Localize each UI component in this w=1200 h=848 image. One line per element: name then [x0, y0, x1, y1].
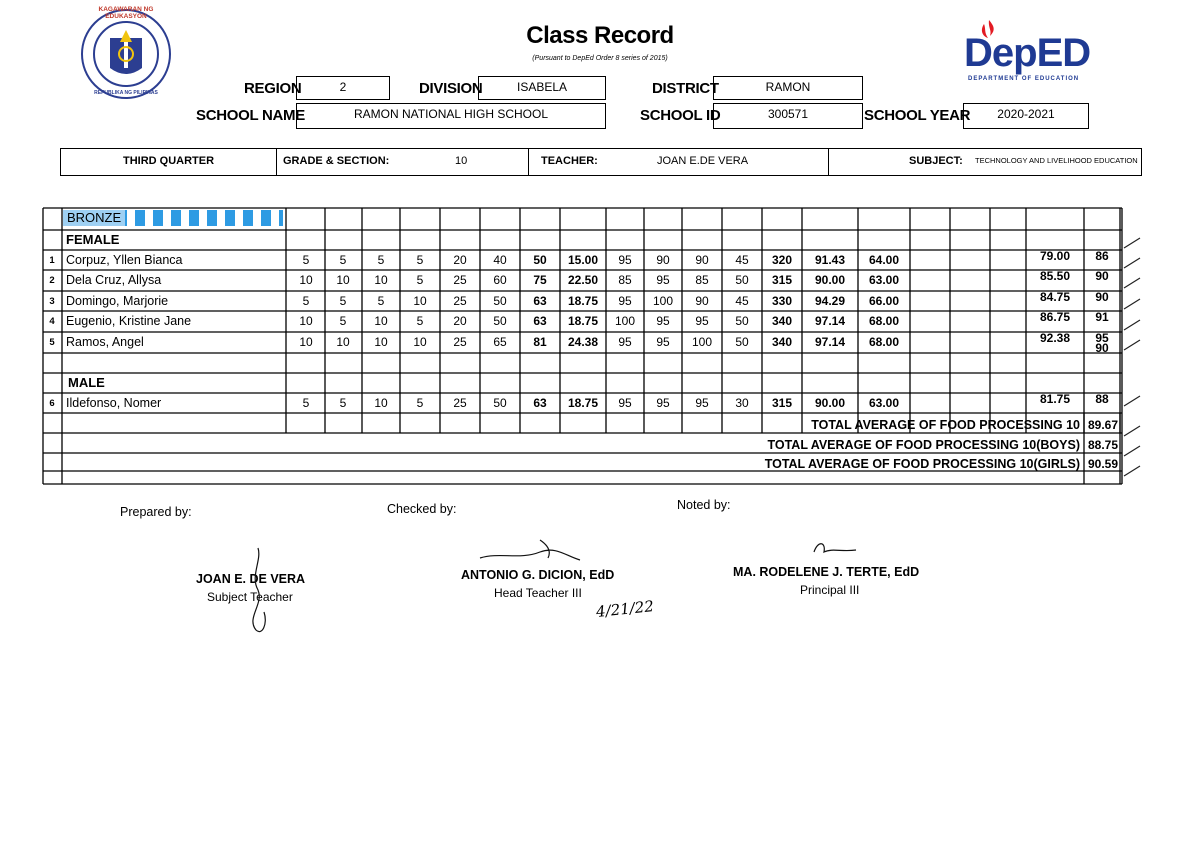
written-work-score: 50	[533, 253, 547, 267]
written-work-score: 10	[299, 273, 313, 287]
written-work-score: 20	[453, 253, 467, 267]
school-name-label: SCHOOL NAME	[196, 107, 305, 124]
region-value: 2	[296, 76, 390, 100]
written-work-score: 5	[416, 396, 424, 410]
performance-score: 95	[656, 396, 670, 410]
deped-wordmark: DepED	[964, 31, 1091, 75]
written-work-score: 24.38	[567, 335, 599, 349]
subject-value: TECHNOLOGY AND LIVELIHOOD EDUCATION	[975, 156, 1138, 165]
page-title: Class Record	[526, 22, 674, 49]
quarterly-grade: 95	[1095, 331, 1109, 345]
prepared-by-label: Prepared by:	[120, 505, 192, 519]
checked-by-role: Head Teacher III	[494, 586, 582, 600]
performance-score: 90.00	[814, 273, 846, 287]
quarter-label: THIRD QUARTER	[122, 155, 215, 167]
district-label: DISTRICT	[652, 80, 719, 97]
written-work-score: 25	[453, 273, 467, 287]
performance-score: 85	[695, 273, 709, 287]
performance-score: 68.00	[868, 335, 900, 349]
performance-score: 63.00	[868, 273, 900, 287]
total-label: TOTAL AVERAGE OF FOOD PROCESSING 10	[811, 418, 1080, 432]
checked-by-name: ANTONIO G. DICION, EdD	[461, 568, 615, 582]
performance-score: 100	[691, 335, 713, 349]
written-work-score: 5	[339, 396, 347, 410]
checked-by-date: 4/21/22	[595, 597, 655, 621]
row-number: 3	[49, 296, 55, 307]
quarterly-grade: 88	[1095, 392, 1109, 406]
written-work-score: 25	[453, 396, 467, 410]
initial-grade: 84.75	[1039, 290, 1071, 304]
performance-score: 64.00	[868, 253, 900, 267]
student-name: Dela Cruz, Allysa	[66, 273, 162, 287]
written-work-score: 5	[416, 273, 424, 287]
written-work-score: 5	[302, 253, 310, 267]
initial-grade: 85.50	[1039, 269, 1071, 283]
written-work-score: 10	[336, 335, 350, 349]
performance-score: 95	[695, 314, 709, 328]
row-number: 5	[49, 337, 55, 348]
performance-score: 95	[695, 396, 709, 410]
written-work-score: 5	[416, 253, 424, 267]
row-number: 2	[49, 275, 55, 286]
performance-score: 90.00	[814, 396, 846, 410]
division-value: ISABELA	[478, 76, 606, 100]
total-value: 88.75	[1087, 438, 1119, 452]
male-label: MALE	[68, 375, 105, 390]
performance-score: 95	[656, 335, 670, 349]
total-value: 90.59	[1087, 457, 1119, 471]
row-number: 4	[49, 316, 55, 327]
performance-score: 50	[735, 314, 749, 328]
school-year-label: SCHOOL YEAR	[864, 107, 971, 124]
performance-score: 85	[618, 273, 632, 287]
quarterly-grade: 90	[1095, 290, 1109, 304]
performance-score: 97.14	[814, 314, 846, 328]
initial-grade: 92.38	[1039, 331, 1071, 345]
signature-joan	[253, 548, 265, 632]
written-work-score: 22.50	[567, 273, 599, 287]
written-work-score: 5	[377, 294, 385, 308]
initial-grade: 86.75	[1039, 310, 1071, 324]
school-year-value: 2020-2021	[963, 103, 1089, 129]
performance-score: 50	[735, 273, 749, 287]
written-work-score: 63	[533, 314, 547, 328]
noted-by-name: MA. RODELENE J. TERTE, EdD	[733, 565, 920, 579]
student-name: Eugenio, Kristine Jane	[66, 314, 192, 328]
deped-subtext: DEPARTMENT OF EDUCATION	[968, 76, 1080, 82]
written-work-score: 18.75	[567, 314, 599, 328]
student-name: Corpuz, Yllen Bianca	[66, 253, 183, 267]
performance-score: 100	[614, 314, 636, 328]
performance-score: 94.29	[814, 294, 846, 308]
performance-score: 340	[771, 335, 793, 349]
written-work-score: 10	[299, 314, 313, 328]
written-work-score: 50	[493, 294, 507, 308]
school-name-value: RAMON NATIONAL HIGH SCHOOL	[296, 103, 606, 129]
written-work-score: 50	[493, 396, 507, 410]
quarterly-grade: 86	[1095, 249, 1109, 263]
written-work-score: 60	[493, 273, 507, 287]
seal-text-bottom: REPUBLIKA NG PILIPINAS	[94, 90, 158, 96]
performance-score: 45	[735, 294, 749, 308]
written-work-score: 20	[453, 314, 467, 328]
performance-score: 95	[618, 396, 632, 410]
row-number: 6	[49, 398, 55, 409]
noted-by-role: Principal III	[800, 583, 860, 597]
checked-by-label: Checked by:	[387, 502, 457, 516]
quarterly-grade: 90	[1095, 269, 1109, 283]
performance-score: 340	[771, 314, 793, 328]
initial-grade: 81.75	[1039, 392, 1071, 406]
performance-score: 97.14	[814, 335, 846, 349]
written-work-score: 10	[413, 335, 427, 349]
performance-score: 315	[771, 396, 793, 410]
written-work-score: 5	[377, 253, 385, 267]
written-work-score: 10	[374, 314, 388, 328]
written-work-score: 65	[493, 335, 507, 349]
performance-score: 90	[695, 294, 709, 308]
written-work-score: 5	[416, 314, 424, 328]
written-work-score: 25	[453, 294, 467, 308]
initial-grade: 79.00	[1039, 249, 1071, 263]
performance-score: 50	[735, 335, 749, 349]
performance-score: 95	[618, 335, 632, 349]
performance-score: 68.00	[868, 314, 900, 328]
written-work-score: 63	[533, 294, 547, 308]
written-work-score: 40	[493, 253, 507, 267]
performance-score: 30	[735, 396, 749, 410]
section-name-text: BRONZE	[67, 210, 122, 225]
total-label: TOTAL AVERAGE OF FOOD PROCESSING 10(GIRLS)	[764, 457, 1080, 471]
student-name: Ramos, Angel	[66, 335, 144, 349]
division-label: DIVISION	[419, 80, 483, 97]
written-work-score: 81	[533, 335, 547, 349]
subject-label: SUBJECT:	[909, 155, 963, 167]
grade-value: 10	[455, 155, 468, 167]
quarterly-grade: 90	[1095, 341, 1109, 355]
written-work-score: 5	[339, 253, 347, 267]
prepared-by-role: Subject Teacher	[207, 590, 293, 604]
written-work-score: 10	[374, 273, 388, 287]
written-work-score: 18.75	[567, 294, 599, 308]
performance-score: 63.00	[868, 396, 900, 410]
performance-score: 90	[656, 253, 670, 267]
seal-text-top: KAGAWARAN NG EDUKASYON	[98, 6, 154, 20]
performance-score: 95	[618, 294, 632, 308]
written-work-score: 10	[374, 335, 388, 349]
signature-rodelene	[814, 544, 856, 552]
quarterly-grade: 91	[1095, 310, 1109, 324]
performance-score: 315	[771, 273, 793, 287]
signature-antonio	[480, 540, 580, 560]
written-work-score: 5	[339, 314, 347, 328]
district-value: RAMON	[713, 76, 863, 100]
written-work-score: 5	[302, 396, 310, 410]
teacher-value: JOAN E.DE VERA	[657, 155, 749, 167]
performance-score: 91.43	[814, 253, 846, 267]
noted-by-label: Noted by:	[677, 498, 731, 512]
performance-score: 95	[656, 273, 670, 287]
written-work-score: 25	[453, 335, 467, 349]
grade-label: GRADE & SECTION:	[283, 155, 390, 167]
row-number: 1	[49, 255, 55, 266]
student-name: Domingo, Marjorie	[66, 294, 169, 308]
written-work-score: 5	[302, 294, 310, 308]
prepared-by-name: JOAN E. DE VERA	[196, 572, 306, 586]
written-work-score: 10	[413, 294, 427, 308]
written-work-score: 10	[336, 273, 350, 287]
performance-score: 330	[771, 294, 793, 308]
student-name: Ildefonso, Nomer	[66, 396, 162, 410]
school-id-value: 300571	[713, 103, 863, 129]
performance-score: 45	[735, 253, 749, 267]
written-work-score: 5	[339, 294, 347, 308]
region-label: REGION	[244, 80, 302, 97]
written-work-score: 10	[299, 335, 313, 349]
school-id-label: SCHOOL ID	[640, 107, 721, 124]
performance-score: 95	[656, 314, 670, 328]
total-label: TOTAL AVERAGE OF FOOD PROCESSING 10(BOYS)	[767, 438, 1080, 452]
total-value: 89.67	[1087, 418, 1119, 432]
performance-score: 320	[771, 253, 793, 267]
written-work-score: 15.00	[567, 253, 599, 267]
performance-score: 95	[618, 253, 632, 267]
written-work-score: 10	[374, 396, 388, 410]
teacher-label: TEACHER:	[541, 155, 598, 167]
written-work-score: 18.75	[567, 396, 599, 410]
written-work-score: 50	[493, 314, 507, 328]
performance-score: 100	[652, 294, 674, 308]
written-work-score: 75	[533, 273, 547, 287]
performance-score: 90	[695, 253, 709, 267]
performance-score: 66.00	[868, 294, 900, 308]
female-label: FEMALE	[66, 232, 120, 247]
page-subtitle: (Pursuant to DepEd Order 8 series of 2015)	[532, 55, 668, 62]
written-work-score: 63	[533, 396, 547, 410]
